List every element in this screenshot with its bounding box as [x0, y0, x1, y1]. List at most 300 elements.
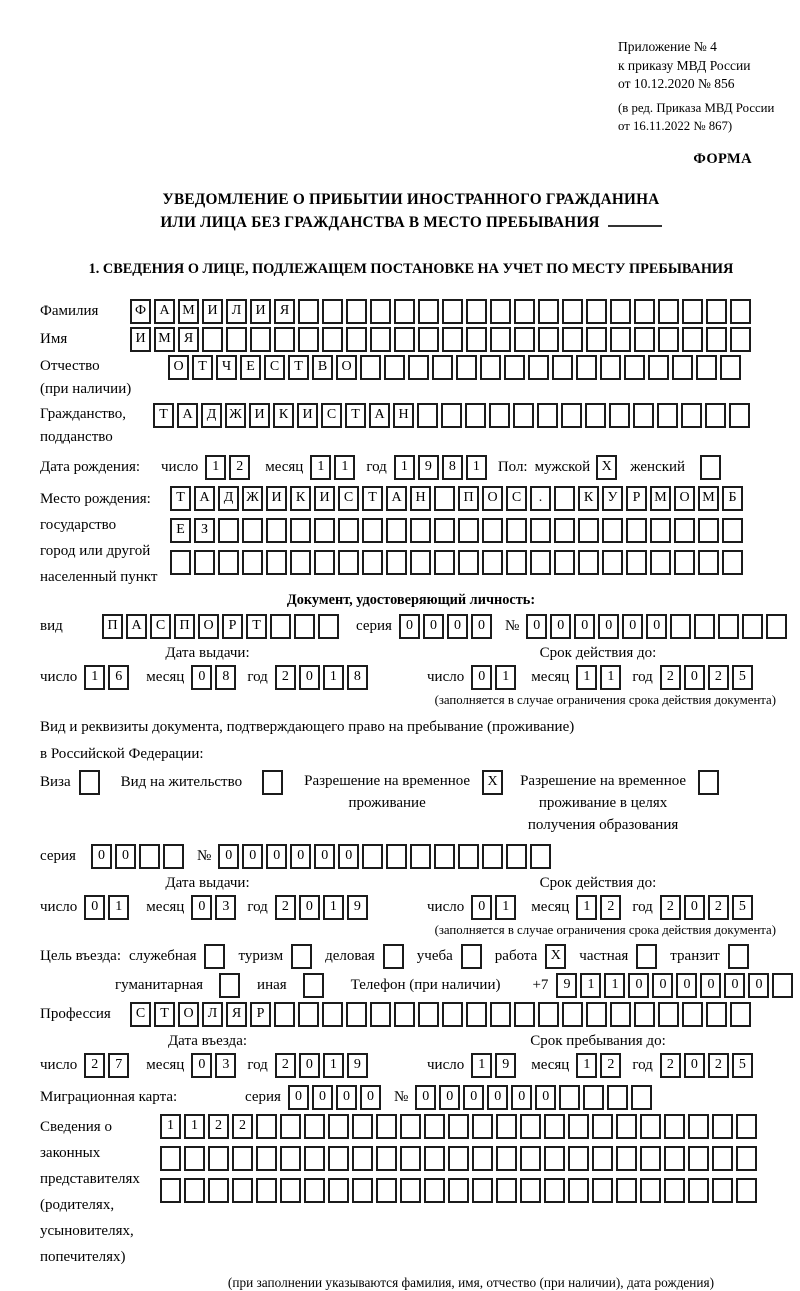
form-cell[interactable] [688, 1114, 709, 1139]
form-cell[interactable]: А [194, 486, 215, 511]
form-cell[interactable]: М [698, 486, 719, 511]
form-cell[interactable] [718, 614, 739, 639]
form-cell[interactable] [208, 1178, 229, 1203]
form-cell[interactable] [742, 614, 763, 639]
form-cell[interactable]: 1 [160, 1114, 181, 1139]
form-cell[interactable] [226, 327, 247, 352]
form-cell[interactable] [442, 299, 463, 324]
form-cell[interactable]: А [126, 614, 147, 639]
form-cell[interactable]: И [249, 403, 270, 428]
form-cell[interactable]: И [314, 486, 335, 511]
form-cell[interactable]: А [386, 486, 407, 511]
form-cell[interactable]: Р [626, 486, 647, 511]
form-cell[interactable]: 0 [439, 1085, 460, 1110]
form-cell[interactable] [496, 1114, 517, 1139]
form-cell[interactable]: Ч [216, 355, 237, 380]
form-cell[interactable] [586, 1002, 607, 1027]
form-cell[interactable]: 1 [495, 895, 516, 920]
form-cell[interactable] [458, 550, 479, 575]
form-cell[interactable] [338, 550, 359, 575]
form-cell[interactable] [766, 614, 787, 639]
form-cell[interactable] [530, 550, 551, 575]
purpose-business-checkbox[interactable] [383, 944, 404, 969]
form-cell[interactable]: 0 [652, 973, 673, 998]
form-cell[interactable] [442, 327, 463, 352]
form-cell[interactable] [664, 1146, 685, 1171]
form-cell[interactable] [722, 550, 743, 575]
form-cell[interactable] [562, 299, 583, 324]
form-cell[interactable]: 0 [290, 844, 311, 869]
form-cell[interactable]: 0 [242, 844, 263, 869]
form-cell[interactable]: А [369, 403, 390, 428]
form-cell[interactable]: Т [288, 355, 309, 380]
form-cell[interactable] [362, 518, 383, 543]
form-cell[interactable] [520, 1178, 541, 1203]
form-cell[interactable]: Ж [225, 403, 246, 428]
form-cell[interactable] [554, 550, 575, 575]
form-cell[interactable] [465, 403, 486, 428]
form-cell[interactable] [640, 1178, 661, 1203]
form-cell[interactable]: И [130, 327, 151, 352]
form-cell[interactable] [514, 327, 535, 352]
form-cell[interactable]: И [250, 299, 271, 324]
form-cell[interactable] [633, 403, 654, 428]
form-cell[interactable] [314, 550, 335, 575]
form-cell[interactable]: 1 [576, 895, 597, 920]
form-cell[interactable] [274, 1002, 295, 1027]
form-cell[interactable] [242, 550, 263, 575]
form-cell[interactable] [672, 355, 693, 380]
form-cell[interactable] [730, 327, 751, 352]
form-cell[interactable] [294, 614, 315, 639]
form-cell[interactable] [506, 550, 527, 575]
form-cell[interactable]: А [177, 403, 198, 428]
form-cell[interactable] [386, 550, 407, 575]
form-cell[interactable] [722, 518, 743, 543]
form-cell[interactable] [194, 550, 215, 575]
form-cell[interactable] [322, 299, 343, 324]
form-cell[interactable] [490, 327, 511, 352]
form-cell[interactable]: 0 [598, 614, 619, 639]
form-cell[interactable] [346, 1002, 367, 1027]
form-cell[interactable] [184, 1146, 205, 1171]
form-cell[interactable] [586, 299, 607, 324]
form-cell[interactable] [256, 1114, 277, 1139]
form-cell[interactable]: 2 [275, 1053, 296, 1078]
form-cell[interactable]: 2 [600, 895, 621, 920]
form-cell[interactable] [578, 518, 599, 543]
form-cell[interactable] [496, 1178, 517, 1203]
form-cell[interactable] [538, 327, 559, 352]
form-cell[interactable]: Д [201, 403, 222, 428]
form-cell[interactable] [328, 1146, 349, 1171]
form-cell[interactable]: 1 [334, 455, 355, 480]
form-cell[interactable] [370, 299, 391, 324]
form-cell[interactable] [218, 550, 239, 575]
form-cell[interactable]: Д [218, 486, 239, 511]
form-cell[interactable] [544, 1146, 565, 1171]
form-cell[interactable] [688, 1178, 709, 1203]
form-cell[interactable] [322, 1002, 343, 1027]
form-cell[interactable] [400, 1178, 421, 1203]
form-cell[interactable]: С [264, 355, 285, 380]
form-cell[interactable]: 0 [423, 614, 444, 639]
form-cell[interactable]: 1 [495, 665, 516, 690]
form-cell[interactable] [664, 1114, 685, 1139]
form-cell[interactable]: 1 [205, 455, 226, 480]
form-cell[interactable]: 2 [275, 665, 296, 690]
form-cell[interactable] [160, 1178, 181, 1203]
form-cell[interactable]: 1 [323, 665, 344, 690]
form-cell[interactable] [607, 1085, 628, 1110]
form-cell[interactable]: С [506, 486, 527, 511]
form-cell[interactable]: 1 [471, 1053, 492, 1078]
form-cell[interactable]: Т [170, 486, 191, 511]
form-cell[interactable]: 0 [299, 1053, 320, 1078]
form-cell[interactable] [458, 518, 479, 543]
form-cell[interactable] [280, 1178, 301, 1203]
form-cell[interactable] [634, 299, 655, 324]
form-cell[interactable]: И [202, 299, 223, 324]
form-cell[interactable] [610, 327, 631, 352]
form-cell[interactable] [694, 614, 715, 639]
form-cell[interactable]: 0 [646, 614, 667, 639]
form-cell[interactable] [682, 299, 703, 324]
form-cell[interactable] [504, 355, 525, 380]
form-cell[interactable]: Л [226, 299, 247, 324]
form-cell[interactable] [434, 844, 455, 869]
form-cell[interactable]: 1 [600, 665, 621, 690]
form-cell[interactable] [448, 1178, 469, 1203]
form-cell[interactable] [434, 486, 455, 511]
form-cell[interactable] [640, 1114, 661, 1139]
form-cell[interactable] [514, 1002, 535, 1027]
form-cell[interactable] [418, 299, 439, 324]
form-cell[interactable] [634, 1002, 655, 1027]
form-cell[interactable]: Т [154, 1002, 175, 1027]
form-cell[interactable] [610, 299, 631, 324]
form-cell[interactable] [730, 1002, 751, 1027]
form-cell[interactable]: Я [274, 299, 295, 324]
form-cell[interactable]: 0 [288, 1085, 309, 1110]
form-cell[interactable]: 1 [323, 895, 344, 920]
form-cell[interactable] [480, 355, 501, 380]
form-cell[interactable] [458, 844, 479, 869]
form-cell[interactable]: 0 [91, 844, 112, 869]
form-cell[interactable]: В [312, 355, 333, 380]
form-cell[interactable] [688, 1146, 709, 1171]
form-cell[interactable] [266, 550, 287, 575]
form-cell[interactable]: Ж [242, 486, 263, 511]
form-cell[interactable] [482, 844, 503, 869]
form-cell[interactable] [631, 1085, 652, 1110]
form-cell[interactable] [712, 1146, 733, 1171]
form-cell[interactable] [698, 550, 719, 575]
form-cell[interactable] [274, 327, 295, 352]
form-cell[interactable] [448, 1114, 469, 1139]
form-cell[interactable]: Р [222, 614, 243, 639]
form-cell[interactable]: О [336, 355, 357, 380]
form-cell[interactable] [616, 1146, 637, 1171]
form-cell[interactable]: 1 [323, 1053, 344, 1078]
form-cell[interactable] [658, 299, 679, 324]
form-cell[interactable] [232, 1178, 253, 1203]
form-cell[interactable] [442, 1002, 463, 1027]
form-cell[interactable] [562, 1002, 583, 1027]
form-cell[interactable] [602, 518, 623, 543]
form-cell[interactable]: 2 [660, 895, 681, 920]
form-cell[interactable]: 0 [191, 1053, 212, 1078]
temp-residence-checkbox[interactable]: X [482, 770, 503, 795]
form-cell[interactable]: 0 [471, 614, 492, 639]
form-cell[interactable] [417, 403, 438, 428]
purpose-official-checkbox[interactable] [204, 944, 225, 969]
form-cell[interactable]: 5 [732, 895, 753, 920]
form-cell[interactable] [472, 1114, 493, 1139]
form-cell[interactable] [434, 550, 455, 575]
form-cell[interactable]: Б [722, 486, 743, 511]
temp-residence-edu-checkbox[interactable] [698, 770, 719, 795]
form-cell[interactable] [280, 1146, 301, 1171]
form-cell[interactable]: 1 [604, 973, 625, 998]
form-cell[interactable]: О [178, 1002, 199, 1027]
form-cell[interactable]: Р [250, 1002, 271, 1027]
form-cell[interactable] [482, 550, 503, 575]
form-cell[interactable] [696, 355, 717, 380]
form-cell[interactable] [362, 550, 383, 575]
form-cell[interactable] [592, 1146, 613, 1171]
form-cell[interactable]: 0 [471, 665, 492, 690]
form-cell[interactable]: 0 [550, 614, 571, 639]
form-cell[interactable]: 8 [442, 455, 463, 480]
form-cell[interactable]: 9 [347, 895, 368, 920]
form-cell[interactable]: 0 [314, 844, 335, 869]
form-cell[interactable]: 0 [463, 1085, 484, 1110]
form-cell[interactable] [650, 550, 671, 575]
form-cell[interactable]: П [102, 614, 123, 639]
form-cell[interactable] [664, 1178, 685, 1203]
form-cell[interactable] [583, 1085, 604, 1110]
form-cell[interactable]: О [482, 486, 503, 511]
form-cell[interactable]: 0 [471, 895, 492, 920]
form-cell[interactable] [298, 1002, 319, 1027]
form-cell[interactable] [424, 1114, 445, 1139]
form-cell[interactable]: 0 [628, 973, 649, 998]
form-cell[interactable] [554, 486, 575, 511]
form-cell[interactable]: 0 [535, 1085, 556, 1110]
form-cell[interactable] [616, 1178, 637, 1203]
form-cell[interactable] [730, 299, 751, 324]
form-cell[interactable] [552, 355, 573, 380]
form-cell[interactable]: П [458, 486, 479, 511]
form-cell[interactable] [682, 327, 703, 352]
form-cell[interactable] [490, 1002, 511, 1027]
purpose-transit-checkbox[interactable] [728, 944, 749, 969]
form-cell[interactable] [674, 550, 695, 575]
form-cell[interactable] [626, 518, 647, 543]
form-cell[interactable]: 0 [622, 614, 643, 639]
form-cell[interactable]: М [178, 299, 199, 324]
form-cell[interactable] [346, 327, 367, 352]
form-cell[interactable]: О [674, 486, 695, 511]
form-cell[interactable]: Н [393, 403, 414, 428]
form-cell[interactable]: К [290, 486, 311, 511]
form-cell[interactable]: 0 [399, 614, 420, 639]
form-cell[interactable] [586, 327, 607, 352]
form-cell[interactable] [600, 355, 621, 380]
form-cell[interactable] [304, 1114, 325, 1139]
form-cell[interactable] [568, 1114, 589, 1139]
form-cell[interactable]: И [297, 403, 318, 428]
form-cell[interactable] [537, 403, 558, 428]
form-cell[interactable] [160, 1146, 181, 1171]
form-cell[interactable]: Л [202, 1002, 223, 1027]
form-cell[interactable] [609, 403, 630, 428]
form-cell[interactable]: К [578, 486, 599, 511]
form-cell[interactable] [626, 550, 647, 575]
form-cell[interactable] [736, 1178, 757, 1203]
form-cell[interactable]: О [198, 614, 219, 639]
form-cell[interactable]: М [154, 327, 175, 352]
form-cell[interactable]: 0 [526, 614, 547, 639]
form-cell[interactable]: К [273, 403, 294, 428]
form-cell[interactable] [544, 1114, 565, 1139]
form-cell[interactable] [729, 403, 750, 428]
form-cell[interactable] [682, 1002, 703, 1027]
form-cell[interactable]: М [650, 486, 671, 511]
form-cell[interactable] [736, 1146, 757, 1171]
form-cell[interactable] [370, 1002, 391, 1027]
form-cell[interactable] [634, 327, 655, 352]
form-cell[interactable]: Т [153, 403, 174, 428]
form-cell[interactable]: 0 [700, 973, 721, 998]
form-cell[interactable]: 0 [676, 973, 697, 998]
form-cell[interactable] [328, 1178, 349, 1203]
form-cell[interactable]: 5 [732, 665, 753, 690]
form-cell[interactable] [559, 1085, 580, 1110]
form-cell[interactable] [318, 614, 339, 639]
form-cell[interactable] [657, 403, 678, 428]
form-cell[interactable] [736, 1114, 757, 1139]
form-cell[interactable]: 0 [684, 895, 705, 920]
form-cell[interactable]: С [321, 403, 342, 428]
form-cell[interactable] [568, 1178, 589, 1203]
form-cell[interactable] [184, 1178, 205, 1203]
form-cell[interactable] [658, 327, 679, 352]
residence-permit-checkbox[interactable] [262, 770, 283, 795]
form-cell[interactable] [434, 518, 455, 543]
form-cell[interactable]: 0 [511, 1085, 532, 1110]
form-cell[interactable]: 1 [108, 895, 129, 920]
form-cell[interactable] [394, 1002, 415, 1027]
form-cell[interactable] [304, 1178, 325, 1203]
form-cell[interactable]: . [530, 486, 551, 511]
form-cell[interactable]: Т [362, 486, 383, 511]
form-cell[interactable] [424, 1178, 445, 1203]
form-cell[interactable] [568, 1146, 589, 1171]
form-cell[interactable]: 1 [576, 1053, 597, 1078]
form-cell[interactable] [720, 355, 741, 380]
form-cell[interactable] [386, 844, 407, 869]
form-cell[interactable]: 0 [84, 895, 105, 920]
visa-checkbox[interactable] [79, 770, 100, 795]
form-cell[interactable] [528, 355, 549, 380]
form-cell[interactable] [322, 327, 343, 352]
sex-male-checkbox[interactable]: X [596, 455, 617, 480]
form-cell[interactable]: 3 [215, 895, 236, 920]
form-cell[interactable]: 0 [360, 1085, 381, 1110]
form-cell[interactable] [706, 299, 727, 324]
form-cell[interactable] [218, 518, 239, 543]
form-cell[interactable]: С [130, 1002, 151, 1027]
form-cell[interactable]: О [168, 355, 189, 380]
form-cell[interactable]: 1 [184, 1114, 205, 1139]
form-cell[interactable]: С [338, 486, 359, 511]
form-cell[interactable] [441, 403, 462, 428]
purpose-humanitarian-checkbox[interactable] [219, 973, 240, 998]
form-cell[interactable] [360, 355, 381, 380]
form-cell[interactable] [506, 844, 527, 869]
form-cell[interactable]: 2 [708, 1053, 729, 1078]
form-cell[interactable]: 0 [191, 665, 212, 690]
form-cell[interactable] [280, 1114, 301, 1139]
form-cell[interactable] [394, 299, 415, 324]
form-cell[interactable] [418, 1002, 439, 1027]
form-cell[interactable] [490, 299, 511, 324]
form-cell[interactable] [624, 355, 645, 380]
form-cell[interactable] [400, 1114, 421, 1139]
form-cell[interactable] [346, 299, 367, 324]
form-cell[interactable]: 0 [115, 844, 136, 869]
form-cell[interactable] [472, 1178, 493, 1203]
form-cell[interactable] [232, 1146, 253, 1171]
form-cell[interactable] [298, 327, 319, 352]
form-cell[interactable]: И [266, 486, 287, 511]
form-cell[interactable]: 0 [266, 844, 287, 869]
form-cell[interactable] [681, 403, 702, 428]
sex-female-checkbox[interactable] [700, 455, 721, 480]
form-cell[interactable] [530, 518, 551, 543]
form-cell[interactable]: 1 [576, 665, 597, 690]
form-cell[interactable] [520, 1114, 541, 1139]
form-cell[interactable] [352, 1146, 373, 1171]
form-cell[interactable] [139, 844, 160, 869]
form-cell[interactable] [674, 518, 695, 543]
form-cell[interactable]: 0 [684, 1053, 705, 1078]
form-cell[interactable] [448, 1146, 469, 1171]
form-cell[interactable] [376, 1178, 397, 1203]
form-cell[interactable]: 0 [336, 1085, 357, 1110]
form-cell[interactable] [410, 844, 431, 869]
form-cell[interactable]: 5 [732, 1053, 753, 1078]
form-cell[interactable] [242, 518, 263, 543]
form-cell[interactable]: П [174, 614, 195, 639]
form-cell[interactable]: 2 [708, 895, 729, 920]
form-cell[interactable] [170, 550, 191, 575]
form-cell[interactable]: 0 [447, 614, 468, 639]
form-cell[interactable] [706, 1002, 727, 1027]
form-cell[interactable]: 2 [84, 1053, 105, 1078]
form-cell[interactable] [352, 1178, 373, 1203]
form-cell[interactable] [658, 1002, 679, 1027]
form-cell[interactable]: Я [178, 327, 199, 352]
form-cell[interactable]: 2 [600, 1053, 621, 1078]
form-cell[interactable] [376, 1146, 397, 1171]
form-cell[interactable]: 3 [215, 1053, 236, 1078]
form-cell[interactable] [578, 550, 599, 575]
form-cell[interactable] [266, 518, 287, 543]
form-cell[interactable] [520, 1146, 541, 1171]
